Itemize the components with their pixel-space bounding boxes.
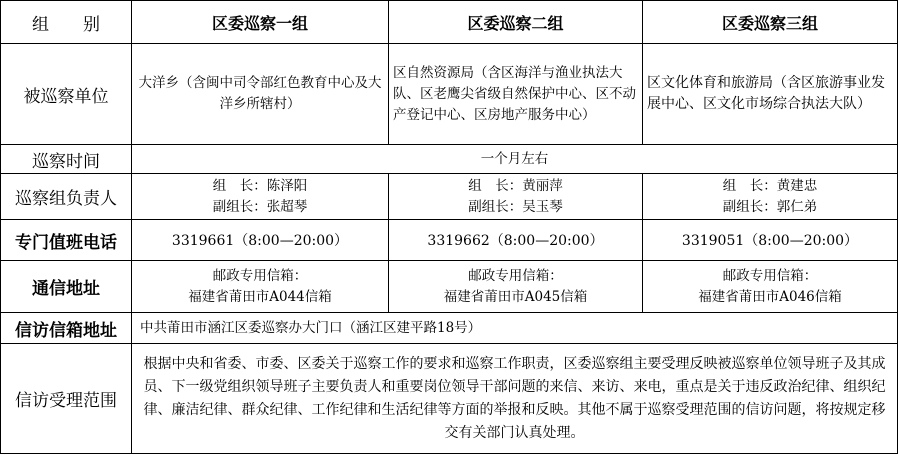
group-1-leaders: [132, 174, 389, 220]
group-column-header: 组 别: [1, 1, 132, 44]
group-1-postal-line2: 福建省莆田市A044信箱: [188, 288, 332, 305]
group-2-leaders: [389, 174, 643, 220]
units-label: 被巡察单位: [1, 44, 132, 145]
group-1-phone: 3319661（8:00—20:00）: [132, 220, 389, 261]
leaders-row: [1, 174, 898, 220]
group-3-leaders: [643, 174, 898, 220]
leaders-label: 巡察组负责人: [1, 174, 132, 220]
group-2-leader: 组 长：黄丽萍: [468, 177, 563, 194]
time-value: 一个月左右: [132, 145, 898, 174]
group-1-postal: [132, 261, 389, 313]
group-3-postal-line2: 福建省莆田市A046信箱: [698, 288, 842, 305]
group-2-postal: [389, 261, 643, 313]
group-3-postal: [643, 261, 898, 313]
group-1-deputy: 副组长：张超琴: [212, 198, 308, 215]
mailbox-row: [1, 313, 898, 344]
mailbox-value: 中共莆田市涵江区委巡察办大门口（涵江区建平路18号）: [132, 313, 898, 344]
group-2-header: 区委巡察二组: [389, 1, 643, 44]
scope-row: [1, 344, 898, 454]
group-2-units: 区自然资源局（含区海洋与渔业执法大队、区老鹰尖省级自然保护中心、区不动产登记中心、区房地产服务中心）: [389, 44, 643, 145]
group-3-units: 区文化体育和旅游局（含区旅游事业发展中心、区文化市场综合执法大队）: [643, 44, 898, 145]
group-1-postal-line1: 邮政专用信箱：: [212, 267, 308, 284]
mailbox-label: 信访信箱地址: [1, 313, 132, 344]
group-3-header: 区委巡察三组: [643, 1, 898, 44]
group-2-deputy: 副组长：吴玉琴: [468, 198, 563, 215]
group-1-leader: 组 长：陈泽阳: [212, 177, 308, 194]
scope-label: 信访受理范围: [1, 344, 132, 454]
time-label: 巡察时间: [1, 145, 132, 174]
group-1-units: 大洋乡（含闽中司令部红色教育中心及大洋乡所辖村）: [132, 44, 389, 145]
group-1-header: 区委巡察一组: [132, 1, 389, 44]
scope-text: 根据中央和省委、市委、区委关于巡察工作的要求和巡察工作职责，区委巡察组主要受理反映被巡察单位领导班子及其成员、下一级党组织领导班子主要负责人和重要岗位领导干部问题的来信、来访、来电，重点是关于违反政治纪律、组织纪律、廉洁纪律、群众纪律、工作纪律和生活纪律等方面的举报和反映。其他不属于巡察受理范围的信访问题，将按规定移交有关部门认真处理。: [132, 344, 898, 454]
time-row: [1, 145, 898, 174]
group-3-deputy: 副组长：郭仁弟: [722, 198, 818, 215]
group-3-postal-line1: 邮政专用信箱：: [722, 267, 818, 284]
units-row: [1, 44, 898, 145]
phone-row: [1, 220, 898, 261]
group-2-postal-line2: 福建省莆田市A045信箱: [443, 288, 588, 305]
header-row: [1, 1, 898, 44]
group-3-phone: 3319051（8:00—20:00）: [643, 220, 898, 261]
phone-label: 专门值班电话: [1, 220, 132, 261]
group-3-leader: 组 长：黄建忠: [722, 177, 818, 194]
group-2-postal-line1: 邮政专用信箱：: [468, 267, 563, 284]
group-2-phone: 3319662（8:00—20:00）: [389, 220, 643, 261]
postal-row: [1, 261, 898, 313]
postal-label: 通信地址: [1, 261, 132, 313]
